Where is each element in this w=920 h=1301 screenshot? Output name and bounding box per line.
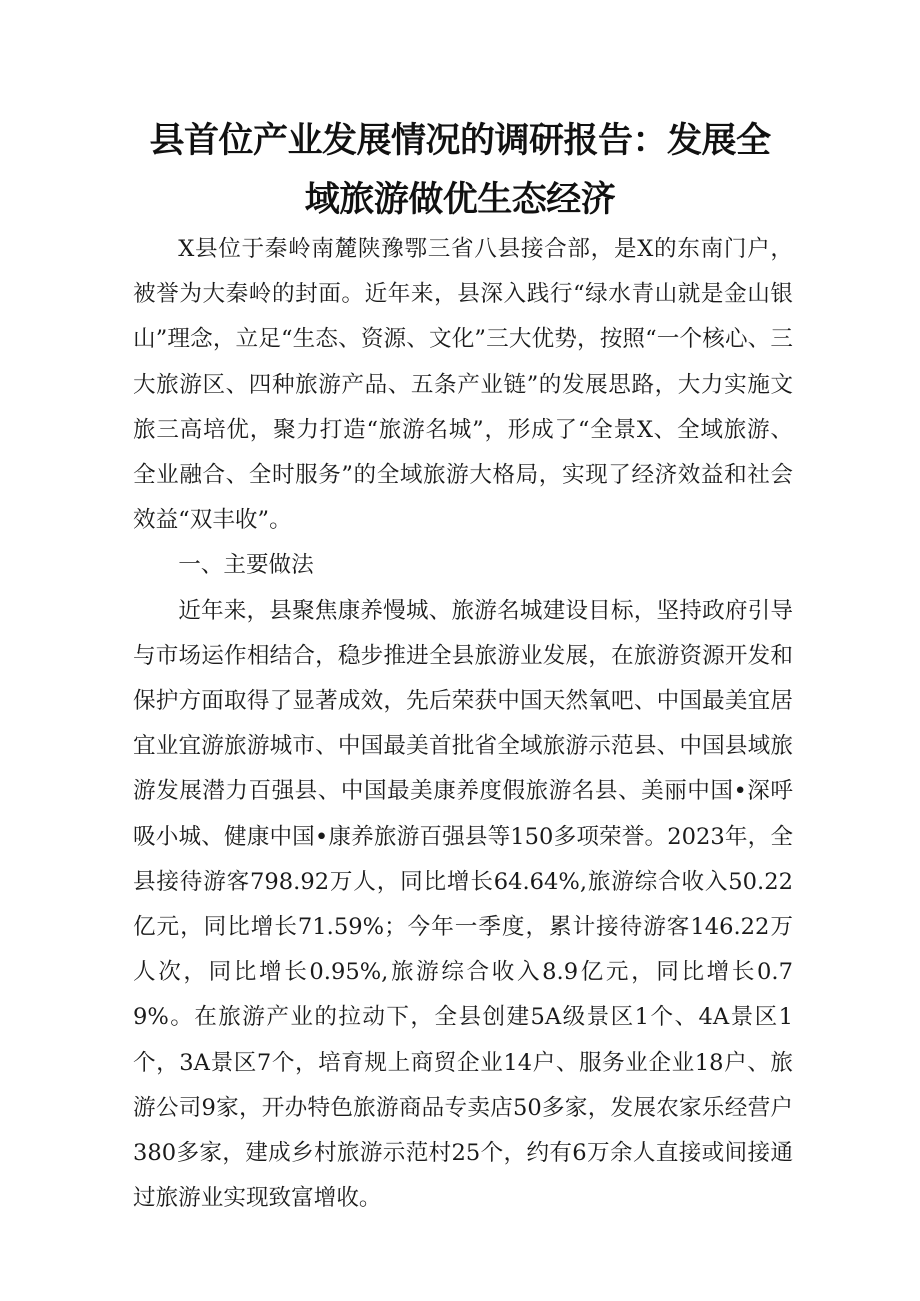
- title-line-1: 县首位产业发展情况的调研报告：发展全: [149, 121, 771, 161]
- intro-paragraph: X县位于秦岭南麓陕豫鄂三省八县接合部，是X的东南门户，被誉为大秦岭的封面。近年来，县深入践行“绿水青山就是金山银山”理念，立足“生态、资源、文化”三大优势，按照“一个核心、三大旅游区、四种旅游产品、五条产业链”的发展思路，大力实施文旅三高培优，聚力打造“旅游名城”，形成了“全景X、全域旅游、全业融合、全时服务”的全域旅游大格局，实现了经济效益和社会效益“双丰收”。: [133, 236, 793, 534]
- document-body: [133, 227, 793, 1221]
- section-heading-main-practices: 一、主要做法: [178, 552, 314, 579]
- section-paragraph-main-practices: 近年来，县聚焦康养慢城、旅游名城建设目标，坚持政府引导与市场运作相结合，稳步推进全县旅游业发展，在旅游资源开发和保护方面取得了显著成效，先后荣获中国天然氧吧、中国最美宜居宜业宜游旅游城市、中国最美首批省全域旅游示范县、中国县域旅游发展潜力百强县、中国最美康养度假旅游名县、美丽中国•深呼吸小城、健康中国•康养旅游百强县等150多项荣誉。2023年，全县接待游客798.92万人，同比增长64.64%,旅游综合收入50.22亿元，同比增长71.59%；今年一季度，累计接待游客146.22万人次，同比增长0.95%,旅游综合收入8.9亿元，同比增长0.79%。在旅游产业的拉动下，全县创建5A级景区1个、4A景区1个，3A景区7个，培育规上商贸企业14户、服务业企业18户、旅游公司9家，开办特色旅游商品专卖店50多家，发展农家乐经营户380多家，建成乡村旅游示范村25个，约有6万余人直接或间接通过旅游业实现致富增收。: [133, 597, 793, 1212]
- document-title: [130, 112, 790, 230]
- title-line-2: 域旅游做优生态经济: [304, 180, 616, 220]
